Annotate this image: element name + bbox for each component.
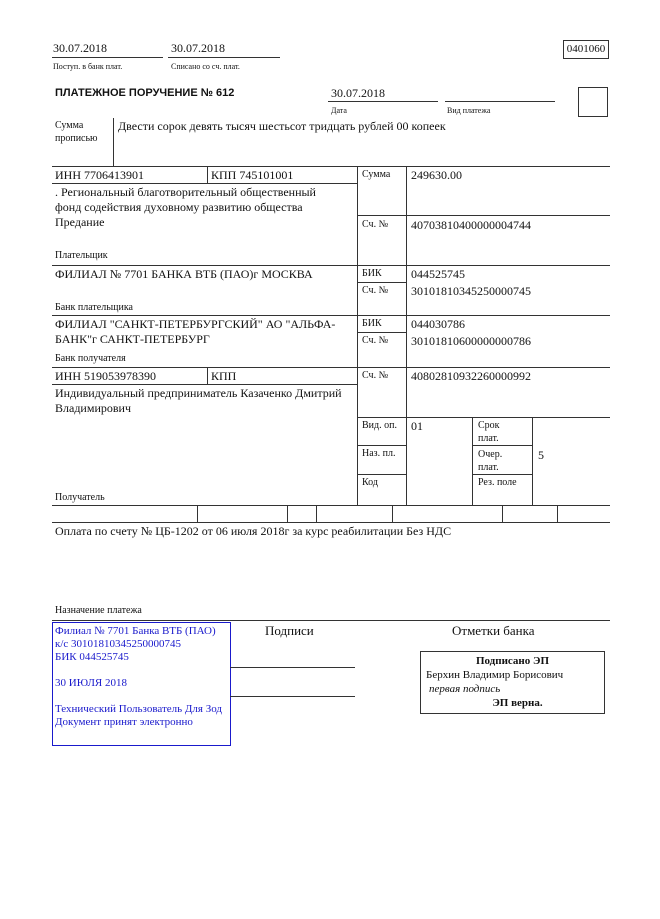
divider [532,417,533,505]
stamp-line: Филиал № 7701 Банка ВТБ (ПАО) [55,625,216,637]
divider [52,166,610,167]
op-type: 01 [411,419,423,433]
divider [328,101,438,102]
payer-account-label: Сч. № [362,219,389,230]
payee-inn: ИНН 519053978390 [55,369,156,383]
divider [357,417,610,418]
term-label: Срок плат. [478,420,500,444]
received-label: Поступ. в банк плат. [53,62,123,71]
stamp-line: БИК 044525745 [55,651,129,663]
stamp-date: 30 ИЮЛЯ 2018 [55,677,127,689]
divider [357,445,406,446]
divider [472,417,473,505]
divider [52,384,357,385]
payer-bank-bik: 044525745 [411,267,465,281]
divider [316,505,317,522]
payee-kpp: КПП [211,369,237,383]
purpose-label: Назначение платежа [55,605,142,616]
divider [168,57,280,58]
divider [472,445,532,446]
payee-bank-bik: 044030786 [411,317,465,331]
divider [445,101,555,102]
divider [357,332,406,333]
stamp-line: Документ принят электронно [55,716,193,728]
stamp-line: Технический Пользователь Для Зод [55,703,223,715]
divider [357,474,406,475]
payer-bank-name: ФИЛИАЛ № 7701 БАНКА ВТБ (ПАО)г МОСКВА [55,267,313,281]
divider [52,183,357,184]
payee-bank-label: Банк получателя [55,353,126,364]
received-date: 30.07.2018 [53,41,107,55]
payment-type-label: Вид платежа [447,106,491,115]
payer-inn: ИНН 7706413901 [55,168,144,182]
purpose-code-label: Наз. пл. [362,448,396,459]
payee-bank-account: 30101810600000000786 [411,334,531,348]
divider [502,505,503,522]
page-title: ПЛАТЕЖНОЕ ПОРУЧЕНИЕ № 612 [55,87,235,99]
e-signature-box [420,651,605,714]
priority-label: Очер. плат. [478,449,503,473]
payer-account: 40703810400000004744 [411,218,531,232]
priority: 5 [538,448,544,462]
signature-line [230,667,355,668]
purpose-text: Оплата по счету № ЦБ-1202 от 06 июля 2018г за курс реабилитации Без НДС [55,524,452,538]
divider [197,505,198,522]
divider [52,315,610,316]
payee-name: Индивидуальный предприниматель Казаченко Дмитрий Владимирович [55,386,342,415]
payer-name: . Региональный благотворительный общественный фонд содействия духовному развитию общества Предание [55,185,316,229]
divider [287,505,288,522]
debited-date: 30.07.2018 [171,41,225,55]
divider [472,474,532,475]
bank-marks-label: Отметки банка [452,623,535,638]
divider [52,265,610,266]
divider [357,282,406,283]
divider [357,215,610,216]
sum-value: 249630.00 [411,168,462,182]
divider [557,505,558,522]
divider [52,367,610,368]
date-label: Дата [331,106,347,115]
payee-account: 40802810932260000992 [411,369,531,383]
payee-bank-account-label: Сч. № [362,335,389,346]
divider [52,620,610,621]
e-signature-role: первая подпись [429,683,501,695]
bank-acceptance-stamp [52,622,231,746]
stamp-line: к/с 30101810345250000745 [55,638,182,650]
divider [113,118,114,166]
payer-label: Плательщик [55,250,108,261]
payee-label: Получатель [55,492,105,503]
e-signature-signer: Берхин Владимир Борисович [426,669,564,681]
signatures-label: Подписи [265,623,314,638]
payer-kpp: КПП 745101001 [211,168,294,182]
payer-bank-label: Банк плательщика [55,302,133,313]
op-type-label: Вид. оп. [362,420,397,431]
e-signature-title: Подписано ЭП [475,655,550,667]
divider [52,522,610,523]
payee-bank-bik-label: БИК [362,318,382,329]
divider [392,505,393,522]
reserve-label: Рез. поле [478,477,517,488]
divider [52,57,163,58]
divider [207,166,208,183]
signature-line [230,696,355,697]
e-signature-status: ЭП верна. [492,697,543,709]
status-box [578,87,608,117]
payer-bank-account-label: Сч. № [362,285,389,296]
sum-label: Сумма [362,169,391,180]
form-code: 0401060 [563,40,609,59]
payee-bank-name: ФИЛИАЛ "САНКТ-ПЕТЕРБУРГСКИЙ" АО "АЛЬФА-БАНК"г САНКТ-ПЕТЕРБУРГ [55,317,336,346]
payer-bank-bik-label: БИК [362,268,382,279]
amount-words-value: Двести сорок девять тысяч шестьсот тридцать рублей 00 копеек [118,119,446,133]
order-date: 30.07.2018 [331,86,385,100]
payer-bank-account: 30101810345250000745 [411,284,531,298]
divider [357,166,358,505]
divider [406,166,407,505]
amount-words-label: Сумма прописью [55,120,98,144]
debited-label: Списано со сч. плат. [171,62,240,71]
payee-account-label: Сч. № [362,370,389,381]
code-label: Код [362,477,378,488]
divider [207,367,208,384]
divider [52,505,610,506]
